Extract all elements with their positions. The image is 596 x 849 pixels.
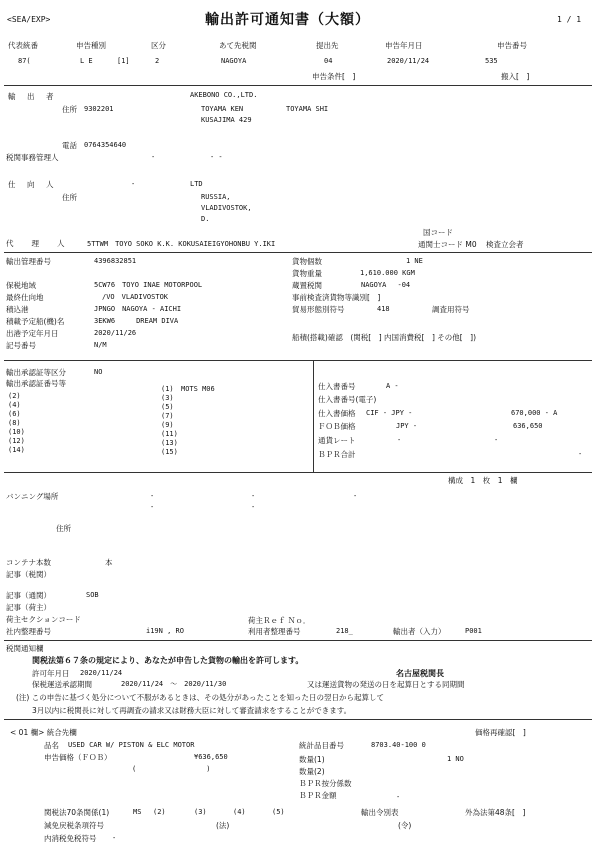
vanning-dash: - xyxy=(150,492,155,500)
bpr-factor-label: ＢＰＲ按分係数 xyxy=(299,779,352,788)
decl-price-label: 申告価格（ＦＯＢ） xyxy=(44,753,112,762)
submit-to: 04 xyxy=(324,57,333,65)
inspector-label: 検査立会者 xyxy=(486,240,524,249)
bpr-amount-label: ＢＰＲ金額 xyxy=(299,791,337,800)
inputter-label: 輸出者（入力） xyxy=(393,627,446,636)
approval-kind: NO xyxy=(94,368,103,376)
approval-slot: (15) xyxy=(161,448,178,456)
broker-code: 通関士コード M0 xyxy=(418,240,477,249)
approval-value: MOTS M06 xyxy=(181,385,215,393)
consignee-label: 仕 向 人 xyxy=(8,180,56,189)
law70-label: 関税法70条関係(1) xyxy=(44,808,110,817)
vanning-dash: - xyxy=(150,503,155,511)
customs-agent-dash: - xyxy=(151,153,156,161)
col-label-submit: 提出先 xyxy=(316,41,339,50)
bonded: 5CW76 TOYO INAE MOTORPOOL xyxy=(94,281,203,289)
divider xyxy=(4,85,592,86)
notice-label: 税関通知欄 xyxy=(6,644,44,653)
inputter: P001 xyxy=(465,627,482,635)
container-unit: 本 xyxy=(105,558,113,567)
approval-slot: (5) xyxy=(161,403,174,411)
depart-label: 出港予定年月日 xyxy=(6,329,59,338)
exporter-label: 輸 出 者 xyxy=(8,92,56,101)
stat-code-label: 統計品目番号 xyxy=(299,741,344,750)
bpr-total: - xyxy=(578,450,583,458)
col-label-rep-no: 代表統番 xyxy=(8,41,38,50)
exporter-zip: 9302201 xyxy=(84,105,114,113)
forex-law-label: 外為法第48条[ ] xyxy=(465,808,526,817)
carry-in: 搬入[ ] xyxy=(501,72,530,81)
transport-period: 2020/11/24 ～ 2020/11/30 xyxy=(121,680,227,688)
price-reconfirm: 価格再確認[ ] xyxy=(475,728,526,737)
container-label: コンテナ本数 xyxy=(6,558,51,567)
mark-label: 記号番号 xyxy=(6,341,36,350)
mgmt-no: 4396832851 xyxy=(94,257,137,265)
user-no-label: 利用者整理番号 xyxy=(248,627,301,636)
internal-no: i19N , RO xyxy=(146,627,184,635)
decl-price: ¥636,650 xyxy=(194,753,228,761)
weight: 1,610.000 KGM xyxy=(360,269,415,277)
approval-slot: (2) xyxy=(8,392,21,400)
procure-label: 調査用符号 xyxy=(432,305,470,314)
approval-slot: (11) xyxy=(161,430,178,438)
fob-value: 636,650 xyxy=(513,422,543,430)
user-no: 218_ xyxy=(336,627,353,635)
trade: 418 xyxy=(377,305,390,313)
owner-section-label: 荷主セクションコード xyxy=(6,615,81,624)
item-header: < 01 欄> 統合先欄 xyxy=(10,728,77,737)
col-label-date: 申告年月日 xyxy=(385,41,423,50)
trade-label: 貿易形態別符号 xyxy=(292,305,345,314)
carrier-note: SOB xyxy=(86,591,99,599)
export-table-label: 輸出令別表 xyxy=(361,808,399,817)
approval-slot: (10) xyxy=(8,428,25,436)
approval-kind-label: 輸出承認証等区分 xyxy=(6,368,66,377)
page-number: 1 / 1 xyxy=(557,15,582,24)
divider xyxy=(4,360,592,361)
col-label-decl-no: 申告番号 xyxy=(497,41,527,50)
rep-no: 87( xyxy=(18,57,31,65)
consignee-addr3: D. xyxy=(201,215,210,223)
stat-code: 8703.40-100 0 xyxy=(371,741,426,749)
exporter-name: AKEBONO CO.,LTD. xyxy=(190,91,258,99)
divider xyxy=(4,252,592,253)
exporter-addr1b: TOYAMA SHI xyxy=(286,105,329,113)
mark: N/M xyxy=(94,341,107,349)
item-name: USED CAR W/ PISTON & ELC MOTOR xyxy=(68,741,195,749)
divider xyxy=(4,472,592,473)
invoice-no: A - xyxy=(386,382,399,390)
owner-note-label: 記事（荷主） xyxy=(6,603,51,612)
qty1: 1 NO xyxy=(447,755,464,763)
exempt-order: (令) xyxy=(398,821,412,830)
vanning-addr-label: 住所 xyxy=(56,524,71,533)
invoice-elec-label: 仕入書番号(電子) xyxy=(318,395,377,404)
item-name-label: 品名 xyxy=(44,741,59,750)
dest-label: 最終仕向地 xyxy=(6,293,44,302)
decl-conditions: 申告条件[ ] xyxy=(312,72,356,81)
fob-currency: JPY - xyxy=(396,422,418,430)
exporter-addr-label: 住所 xyxy=(62,105,77,114)
approval-slot: (13) xyxy=(161,439,178,447)
qty1-label: 数量(1) xyxy=(299,755,325,764)
approval-slot: (3) xyxy=(161,394,174,402)
invoice-price-label: 仕入書価格 xyxy=(318,409,356,418)
rate-dash: - xyxy=(397,436,402,444)
customs-agent-label: 税関事務管理人 xyxy=(6,153,59,162)
vanning-dash: - xyxy=(353,492,358,500)
owner-ref-label: 荷主Ｒｅｆ Ｎｏ． xyxy=(248,616,311,625)
exporter-addr1: TOYAMA KEN xyxy=(201,105,244,113)
law70-slot: (4) xyxy=(233,808,246,816)
rate-label: 通貨レート xyxy=(318,436,356,445)
consumption-tax-label: 内消税免税符号 xyxy=(44,834,97,843)
col-label-kind: 申告種別 xyxy=(76,41,106,50)
approval-slot: (12) xyxy=(8,437,25,445)
depart: 2020/11/26 xyxy=(94,329,137,337)
bpr-amount: - xyxy=(396,793,401,801)
loading: JPNGO NAGOYA - AICHI xyxy=(94,305,182,313)
approval-slot: (4) xyxy=(8,401,21,409)
page-title: 輸出許可通知書（大額） xyxy=(205,12,370,28)
customs-office: 名古屋税関長 xyxy=(396,669,444,678)
approval-no-label: 輸出承認証番号等 xyxy=(6,379,66,388)
customs-note-label: 記事（税関） xyxy=(6,570,51,579)
vanning-dash: - xyxy=(251,503,256,511)
vessel: 3EKW6 DREAM DIVA xyxy=(94,317,179,325)
notice-note1: (注) この申告に基づく処分について不服があるときは、その処分があったことを知った日の翌日から起算して xyxy=(16,693,385,702)
country-code-label: 国コード xyxy=(423,228,453,237)
consignee-dash: - xyxy=(131,180,136,188)
rate-dash2: - xyxy=(494,436,499,444)
composition: 構成 1 枚 1 欄 xyxy=(448,476,518,485)
approval-slot: (8) xyxy=(8,419,21,427)
carrier-note-label: 記事（通関） xyxy=(6,591,51,600)
dest-customs: NAGOYA xyxy=(221,57,247,65)
permit-date: 2020/11/24 xyxy=(80,669,123,677)
consignee-addr1: RUSSIA, xyxy=(201,193,231,201)
permit-date-label: 許可年月日 xyxy=(32,669,70,678)
decl-date: 2020/11/24 xyxy=(387,57,430,65)
fob-label: ＦＯＢ価格 xyxy=(318,422,356,431)
col-label-customs: あて先税関 xyxy=(219,41,257,50)
consignee-name: LTD xyxy=(190,180,203,188)
exporter-tel-label: 電話 xyxy=(62,141,77,150)
invoice-price-terms: CIF - JPY - xyxy=(366,409,413,417)
invoice-price: 670,000 - A xyxy=(511,409,558,417)
transport-note: 又は運送貨物の発送の日を起算日とする同期間 xyxy=(307,680,465,689)
storage-label: 蔵置税関 xyxy=(292,281,322,290)
decl-no: 535 xyxy=(485,57,498,65)
consignee-addr2: VLADIVOSTOK, xyxy=(201,204,252,212)
consumption-tax: - xyxy=(112,834,117,842)
divider xyxy=(4,719,592,720)
notice-permission: 関税法第６７条の規定により、あなたが申告した貨物の輸出を許可します。 xyxy=(32,656,304,665)
customs-agent-dash2: - - xyxy=(210,153,223,161)
item-paren: ( ) xyxy=(132,765,211,773)
vessel-label: 積載予定船(機)名 xyxy=(6,317,65,326)
agent-label: 代 理 人 xyxy=(6,239,66,248)
column-divider xyxy=(313,360,314,472)
col-label-div: 区分 xyxy=(151,41,166,50)
divider xyxy=(4,640,592,641)
ship-confirm: 船積(搭載)確認 (関税[ ] 内国消費税[ ] その他[ ]) xyxy=(292,333,477,342)
approval-slot: (14) xyxy=(8,446,25,454)
pkg: 1 NE xyxy=(406,257,423,265)
approval-slot: (1) xyxy=(161,385,174,393)
agent-value: 5TTWM TOYO SOKO K.K. KOKUSAIEIGYOHONBU Y.IKI xyxy=(87,240,276,248)
pkg-label: 貨物個数 xyxy=(292,257,322,266)
bpr-total-label: ＢＰＲ合計 xyxy=(318,450,356,459)
precheck-label: 事前検査済貨物等識別[ ] xyxy=(292,293,381,302)
weight-label: 貨物重量 xyxy=(292,269,322,278)
internal-no-label: 社内整理番号 xyxy=(6,627,51,636)
vanning-label: バンニング場所 xyxy=(6,492,59,501)
document-type: <SEA/EXP> xyxy=(7,15,51,24)
decl-kind: L E xyxy=(80,57,93,65)
law70-slot: (3) xyxy=(194,808,207,816)
decl-kind-no: [1] xyxy=(117,57,130,65)
qty2-label: 数量(2) xyxy=(299,767,325,776)
approval-slot: (9) xyxy=(161,421,174,429)
loading-label: 積込港 xyxy=(6,305,29,314)
approval-slot: (6) xyxy=(8,410,21,418)
exporter-addr2: KUSAJIMA 429 xyxy=(201,116,252,124)
law70-slot: (2) xyxy=(153,808,166,816)
mgmt-no-label: 輸出管理番号 xyxy=(6,257,51,266)
bonded-label: 保税地域 xyxy=(6,281,36,290)
exempt-law: (法) xyxy=(216,821,230,830)
consignee-addr-label: 住所 xyxy=(62,193,77,202)
approval-slot: (7) xyxy=(161,412,174,420)
decl-div: 2 xyxy=(155,57,160,65)
law70-slot: (5) xyxy=(272,808,285,816)
exempt-label: 減免戻税条項符号 xyxy=(44,821,104,830)
invoice-no-label: 仕入書番号 xyxy=(318,382,356,391)
notice-note2: 3月以内に税関長に対して再調査の請求又は財務大臣に対して審査請求をすることができます。 xyxy=(32,706,352,715)
storage: NAGOYA -04 xyxy=(361,281,411,289)
transport-label: 保税運送承認期間 xyxy=(32,680,92,689)
vanning-dash: - xyxy=(251,492,256,500)
dest: /VO VLADIVOSTOK xyxy=(102,293,169,301)
exporter-tel: 0764354640 xyxy=(84,141,127,149)
law70-value: MS xyxy=(133,808,142,816)
